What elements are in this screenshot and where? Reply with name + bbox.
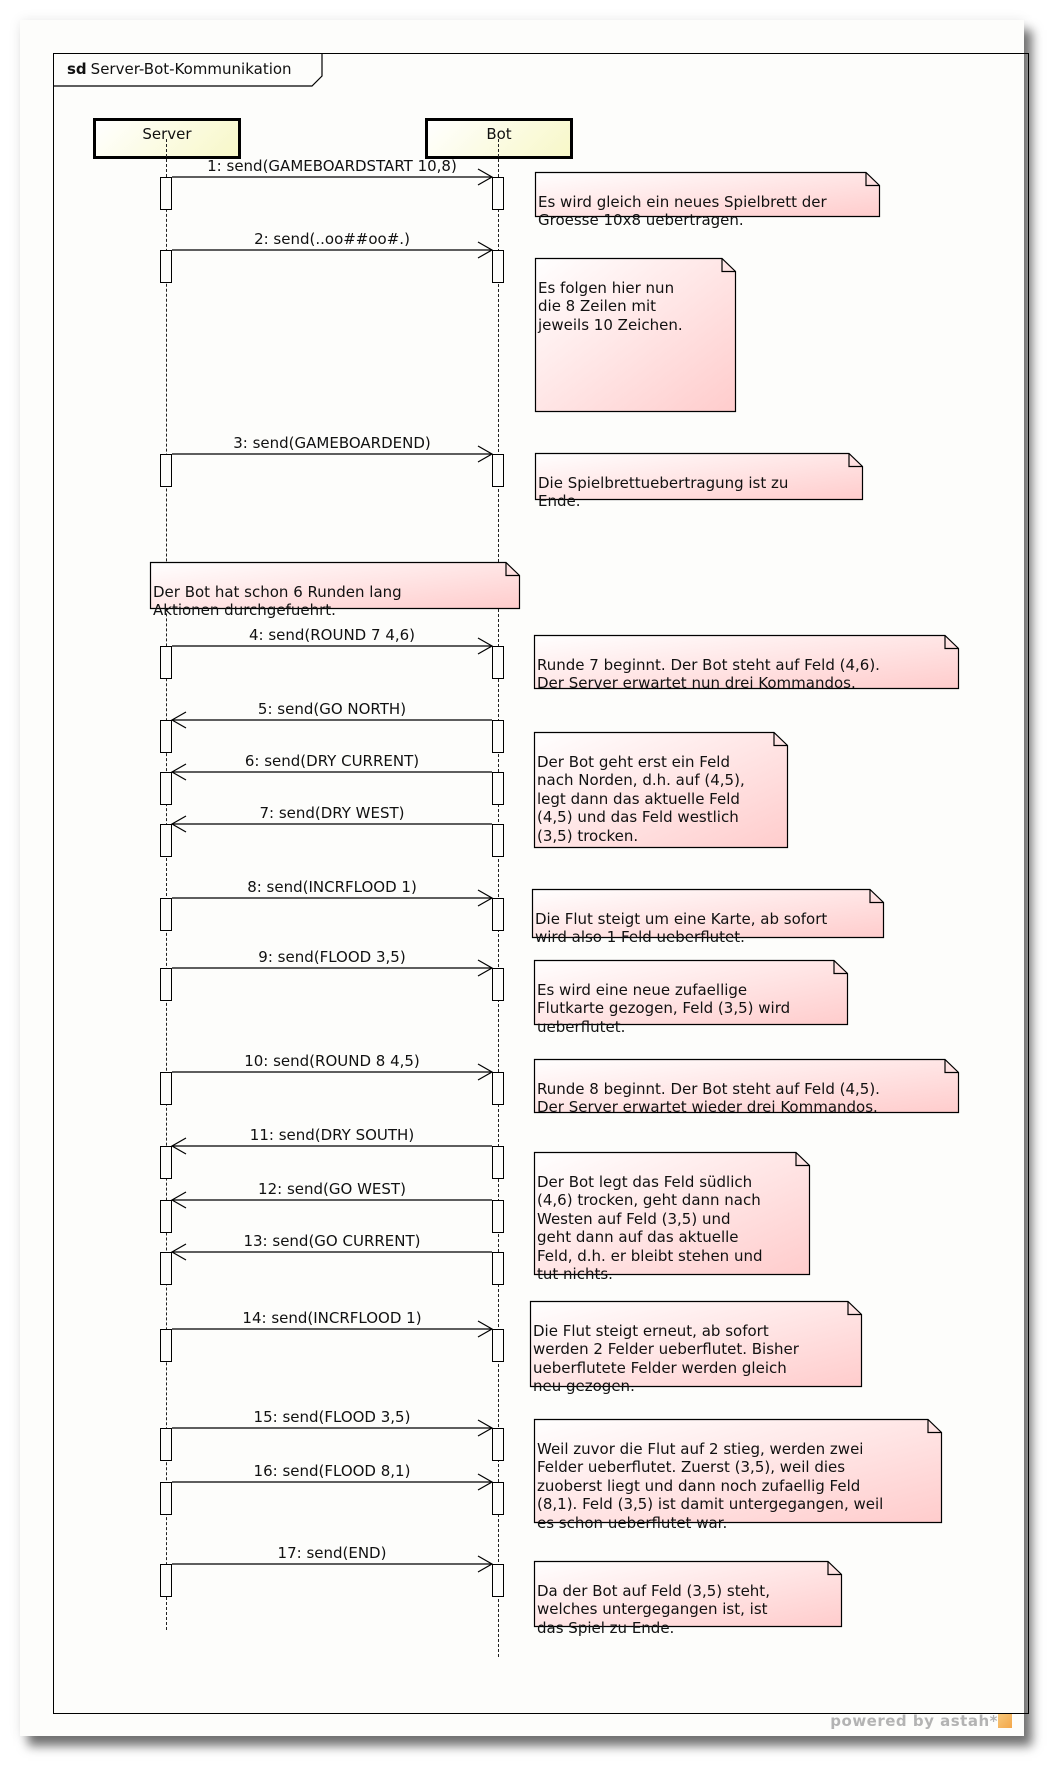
note-text: Die Spielbrettuebertragung ist zu Ende. bbox=[538, 473, 789, 510]
bot-activation-bar bbox=[492, 250, 504, 283]
message-label[interactable]: 16: send(FLOOD 8,1) bbox=[253, 1462, 411, 1480]
message-label[interactable]: 14: send(INCRFLOOD 1) bbox=[242, 1309, 422, 1327]
note-text: Es folgen hier nun die 8 Zeilen mit jeweils 10 Zeichen. bbox=[538, 278, 683, 334]
bot-activation-bar bbox=[492, 1146, 504, 1179]
server-activation-bar bbox=[160, 1146, 172, 1179]
message-label[interactable]: 9: send(FLOOD 3,5) bbox=[258, 948, 406, 966]
bot-activation-bar bbox=[492, 1482, 504, 1515]
server-activation-bar bbox=[160, 454, 172, 487]
bot-activation-bar bbox=[492, 646, 504, 679]
server-activation-bar bbox=[160, 1200, 172, 1233]
note[interactable] bbox=[534, 960, 848, 1036]
note[interactable] bbox=[535, 258, 736, 412]
note-text: Runde 7 beginnt. Der Bot steht auf Feld (4,6). Der Server erwartet nun drei Kommandos. bbox=[537, 655, 880, 692]
note[interactable] bbox=[534, 1059, 959, 1116]
frame-title bbox=[67, 60, 292, 78]
note[interactable] bbox=[534, 1419, 942, 1532]
powered-by-footer bbox=[830, 1712, 1012, 1730]
message-label[interactable]: 3: send(GAMEBOARDEND) bbox=[233, 434, 431, 452]
message-label[interactable]: 8: send(INCRFLOOD 1) bbox=[247, 878, 417, 896]
note[interactable] bbox=[534, 635, 959, 692]
note[interactable] bbox=[534, 1152, 810, 1283]
message-label[interactable]: 1: send(GAMEBOARDSTART 10,8) bbox=[207, 157, 457, 175]
note-text: Es wird gleich ein neues Spielbrett der Groesse 10x8 uebertragen. bbox=[538, 192, 827, 229]
message-label[interactable]: 5: send(GO NORTH) bbox=[257, 700, 407, 718]
server-activation-bar bbox=[160, 1329, 172, 1362]
frame-kind: sd bbox=[67, 60, 87, 78]
bot-activation-bar bbox=[492, 720, 504, 753]
message-label[interactable]: 10: send(ROUND 8 4,5) bbox=[244, 1052, 420, 1070]
server-activation-bar bbox=[160, 824, 172, 857]
bot-activation-bar bbox=[492, 898, 504, 931]
message-label[interactable]: 13: send(GO CURRENT) bbox=[243, 1232, 421, 1250]
note-text: Der Bot geht erst ein Feld nach Norden, d.h. auf (4,5), legt dann das aktuelle Feld (4,5) und das Feld westlich (3,5) trocken. bbox=[537, 752, 745, 845]
server-activation-bar bbox=[160, 1428, 172, 1461]
note-text: Runde 8 beginnt. Der Bot steht auf Feld (4,5). Der Server erwartet wieder drei Kommandos. bbox=[537, 1079, 880, 1116]
note[interactable] bbox=[534, 732, 788, 848]
note-text: Weil zuvor die Flut auf 2 stieg, werden zwei Felder ueberflutet. Zuerst (3,5), weil dies zuoberst liegt und dann noch zufaellig Feld (8,1). Feld (3,5) ist damit untergegangen, weil es schon ueberflutet war. bbox=[537, 1439, 884, 1532]
lifeline-server-label: Server bbox=[142, 125, 192, 143]
note-text: Die Flut steigt um eine Karte, ab sofort wird also 1 Feld ueberflutet. bbox=[535, 909, 828, 946]
message-label[interactable]: 12: send(GO WEST) bbox=[258, 1180, 406, 1198]
bot-activation-bar bbox=[492, 1329, 504, 1362]
bot-activation-bar bbox=[492, 454, 504, 487]
bot-activation-bar bbox=[492, 1428, 504, 1461]
server-activation-bar bbox=[160, 1564, 172, 1597]
message-label[interactable]: 17: send(END) bbox=[277, 1544, 387, 1562]
message-label[interactable]: 2: send(..oo##oo#.) bbox=[254, 230, 410, 248]
server-activation-bar bbox=[160, 1482, 172, 1515]
note-text: Die Flut steigt erneut, ab sofort werden 2 Felder ueberflutet. Bisher ueberflutete Felder werden gleich neu gezogen. bbox=[533, 1321, 799, 1395]
bot-activation-bar bbox=[492, 1072, 504, 1105]
note-text: Der Bot hat schon 6 Runden lang Aktionen durchgefuehrt. bbox=[153, 582, 402, 619]
server-activation-bar bbox=[160, 1072, 172, 1105]
note-text: Der Bot legt das Feld südlich (4,6) trocken, geht dann nach Westen auf Feld (3,5) und geht dann auf das aktuelle Feld, d.h. er bleibt stehen und tut nichts. bbox=[537, 1172, 763, 1283]
note[interactable] bbox=[534, 1561, 842, 1637]
lifeline-bot[interactable] bbox=[425, 118, 573, 159]
server-activation-bar bbox=[160, 720, 172, 753]
message-label[interactable]: 7: send(DRY WEST) bbox=[259, 804, 405, 822]
message-label[interactable]: 15: send(FLOOD 3,5) bbox=[253, 1408, 411, 1426]
note[interactable] bbox=[532, 889, 884, 946]
note[interactable] bbox=[535, 172, 880, 229]
server-activation-bar bbox=[160, 772, 172, 805]
lifeline-bot-label: Bot bbox=[486, 125, 512, 143]
bot-activation-bar bbox=[492, 772, 504, 805]
note-text: Es wird eine neue zufaellige Flutkarte gezogen, Feld (3,5) wird ueberflutet. bbox=[537, 980, 791, 1036]
lifeline-server[interactable] bbox=[93, 118, 241, 159]
server-activation-bar bbox=[160, 1252, 172, 1285]
server-activation-bar bbox=[160, 646, 172, 679]
bot-activation-bar bbox=[492, 824, 504, 857]
frame-title-tab bbox=[54, 54, 322, 86]
astah-logo-icon bbox=[998, 1714, 1012, 1728]
powered-by-text: powered by astah* bbox=[830, 1712, 998, 1730]
diagram-page bbox=[20, 20, 1024, 1736]
note[interactable] bbox=[530, 1301, 862, 1395]
bot-activation-bar bbox=[492, 1252, 504, 1285]
server-activation-bar bbox=[160, 968, 172, 1001]
bot-activation-bar bbox=[492, 1200, 504, 1233]
note[interactable] bbox=[535, 453, 863, 510]
message-label[interactable]: 4: send(ROUND 7 4,6) bbox=[248, 626, 416, 644]
server-activation-bar bbox=[160, 898, 172, 931]
bot-activation-bar bbox=[492, 177, 504, 210]
note[interactable] bbox=[150, 562, 520, 619]
server-activation-bar bbox=[160, 177, 172, 210]
bot-activation-bar bbox=[492, 1564, 504, 1597]
diagram-title: Server-Bot-Kommunikation bbox=[90, 60, 292, 78]
message-label[interactable]: 11: send(DRY SOUTH) bbox=[249, 1126, 415, 1144]
bot-activation-bar bbox=[492, 968, 504, 1001]
server-activation-bar bbox=[160, 250, 172, 283]
message-label[interactable]: 6: send(DRY CURRENT) bbox=[244, 752, 420, 770]
note-text: Da der Bot auf Feld (3,5) steht, welches untergegangen ist, ist das Spiel zu Ende. bbox=[537, 1581, 770, 1637]
